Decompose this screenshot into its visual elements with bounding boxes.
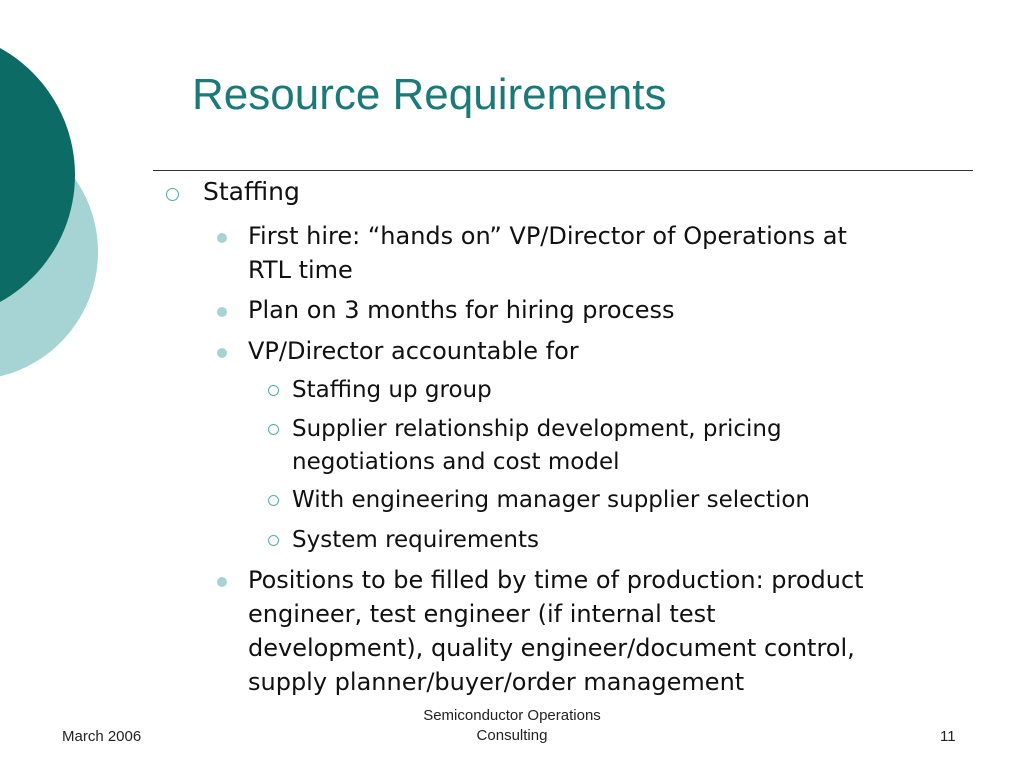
bullet-staffing: Staffing bbox=[203, 177, 300, 206]
footer-date: March 2006 bbox=[62, 728, 142, 745]
bullet-positions-line2: engineer, test engineer (if internal test bbox=[248, 600, 716, 628]
filled-bullet-icon bbox=[217, 577, 227, 587]
bullet-first-hire-line1: First hire: “hands on” VP/Director of Operations at bbox=[248, 222, 847, 250]
decorative-circles bbox=[0, 0, 110, 420]
footer-company-line1: Semiconductor Operations bbox=[423, 707, 601, 724]
sub-bullet-staffing-up: Staffing up group bbox=[292, 377, 492, 403]
filled-bullet-icon bbox=[217, 233, 227, 243]
sub-bullet-supplier-line1: Supplier relationship development, pricing bbox=[292, 416, 782, 442]
hollow-bullet-icon bbox=[268, 385, 279, 396]
bullet-positions-line3: development), quality engineer/document control, bbox=[248, 634, 855, 662]
filled-bullet-icon bbox=[217, 307, 227, 317]
footer-page-number: 11 bbox=[940, 728, 956, 745]
bullet-accountable: VP/Director accountable for bbox=[248, 337, 579, 365]
title-divider bbox=[153, 170, 973, 171]
bullet-positions-line1: Positions to be filled by time of production: product bbox=[248, 566, 864, 594]
hollow-bullet-icon bbox=[268, 535, 279, 546]
bullet-plan: Plan on 3 months for hiring process bbox=[248, 296, 675, 324]
sub-bullet-supplier-line2: negotiations and cost model bbox=[292, 449, 620, 475]
sub-bullet-system: System requirements bbox=[292, 527, 539, 553]
bullet-first-hire-line2: RTL time bbox=[248, 256, 353, 284]
bullet-positions-line4: supply planner/buyer/order management bbox=[248, 668, 745, 696]
hollow-bullet-icon bbox=[166, 188, 179, 201]
slide-title: Resource Requirements bbox=[192, 70, 667, 119]
hollow-bullet-icon bbox=[268, 424, 279, 435]
sub-bullet-engineering: With engineering manager supplier selection bbox=[292, 487, 810, 513]
footer-company-line2: Consulting bbox=[476, 727, 548, 744]
filled-bullet-icon bbox=[217, 348, 227, 358]
hollow-bullet-icon bbox=[268, 495, 279, 506]
